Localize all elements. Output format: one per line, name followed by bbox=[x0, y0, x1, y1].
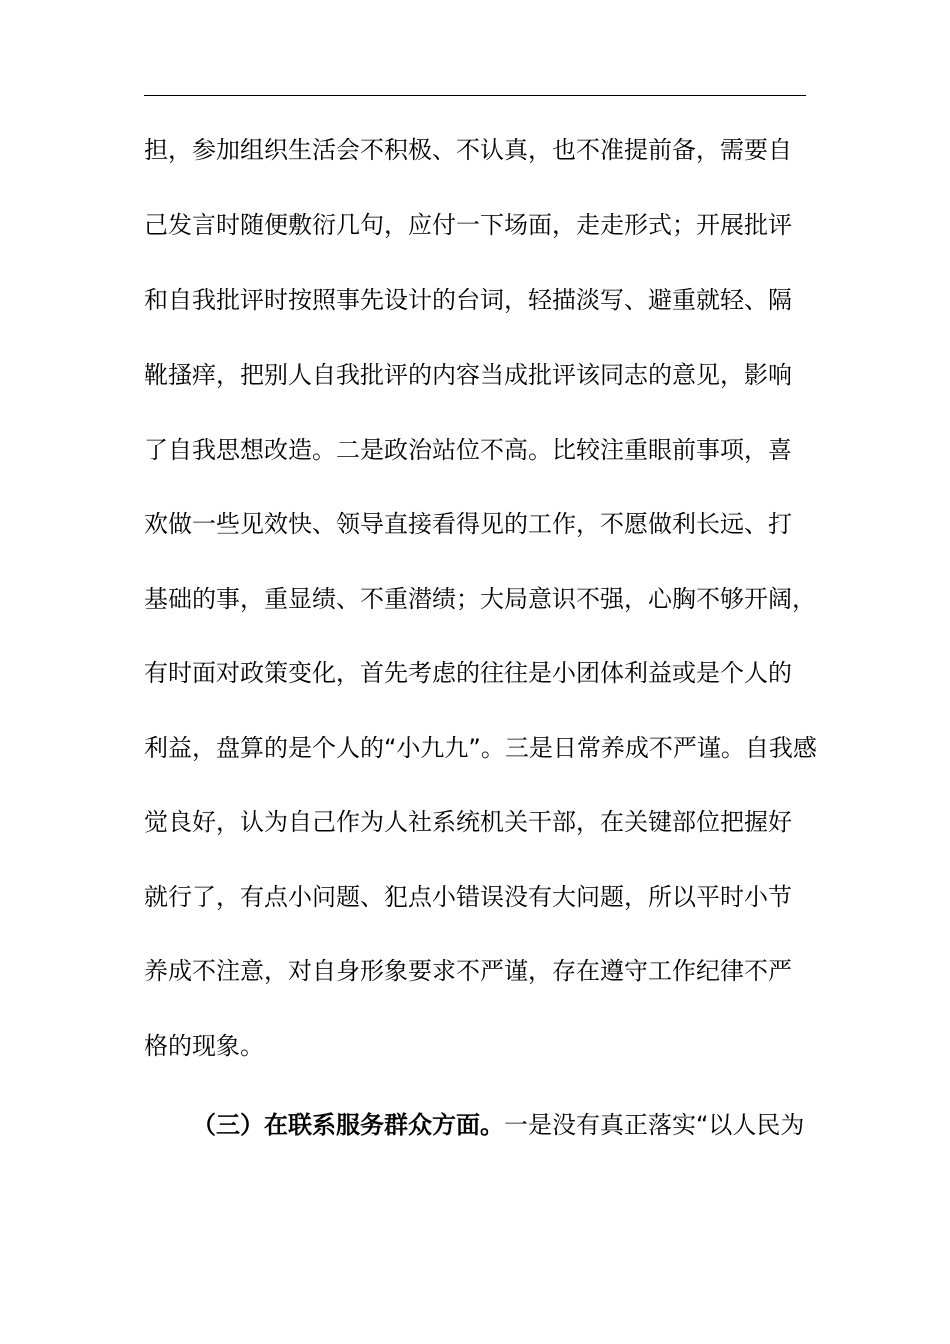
text-line: 利益，盘算的是个人的“小九九”。三是日常养成不严谨。自我感 bbox=[144, 734, 817, 762]
header-rule bbox=[144, 95, 806, 96]
section-3-heading: （三）在联系服务群众方面。 bbox=[192, 1111, 504, 1139]
section-3-paragraph bbox=[192, 1109, 892, 1141]
text-line: 格的现象。 bbox=[144, 1032, 264, 1060]
text-line: 养成不注意，对自身形象要求不严谨，存在遵守工作纪律不严 bbox=[144, 957, 792, 985]
text-line: 担，参加组织生活会不积极、不认真，也不准提前备，需要自 bbox=[144, 136, 792, 164]
text-line: 基础的事，重显绩、不重潜绩；大局意识不强，心胸不够开阔， bbox=[144, 585, 816, 613]
text-line: 己发言时随便敷衍几句，应付一下场面，走走形式；开展批评 bbox=[144, 211, 792, 239]
text-line: 欢做一些见效快、领导直接看得见的工作，不愿做利长远、打 bbox=[144, 510, 792, 538]
text-line: 就行了，有点小问题、犯点小错误没有大问题，所以平时小节 bbox=[144, 883, 792, 911]
text-line: 了自我思想改造。二是政治站位不高。比较注重眼前事项，喜 bbox=[144, 436, 792, 464]
text-line: 靴搔痒，把别人自我批评的内容当成批评该同志的意见，影响 bbox=[144, 361, 792, 389]
text-line: 觉良好，认为自己作为人社系统机关干部，在关键部位把握好 bbox=[144, 808, 792, 836]
text-line: 有时面对政策变化，首先考虑的往往是小团体利益或是个人的 bbox=[144, 659, 792, 687]
section-3-text: 一是没有真正落实“以人民为 bbox=[504, 1111, 805, 1139]
text-line: 和自我批评时按照事先设计的台词，轻描淡写、避重就轻、隔 bbox=[144, 286, 792, 314]
